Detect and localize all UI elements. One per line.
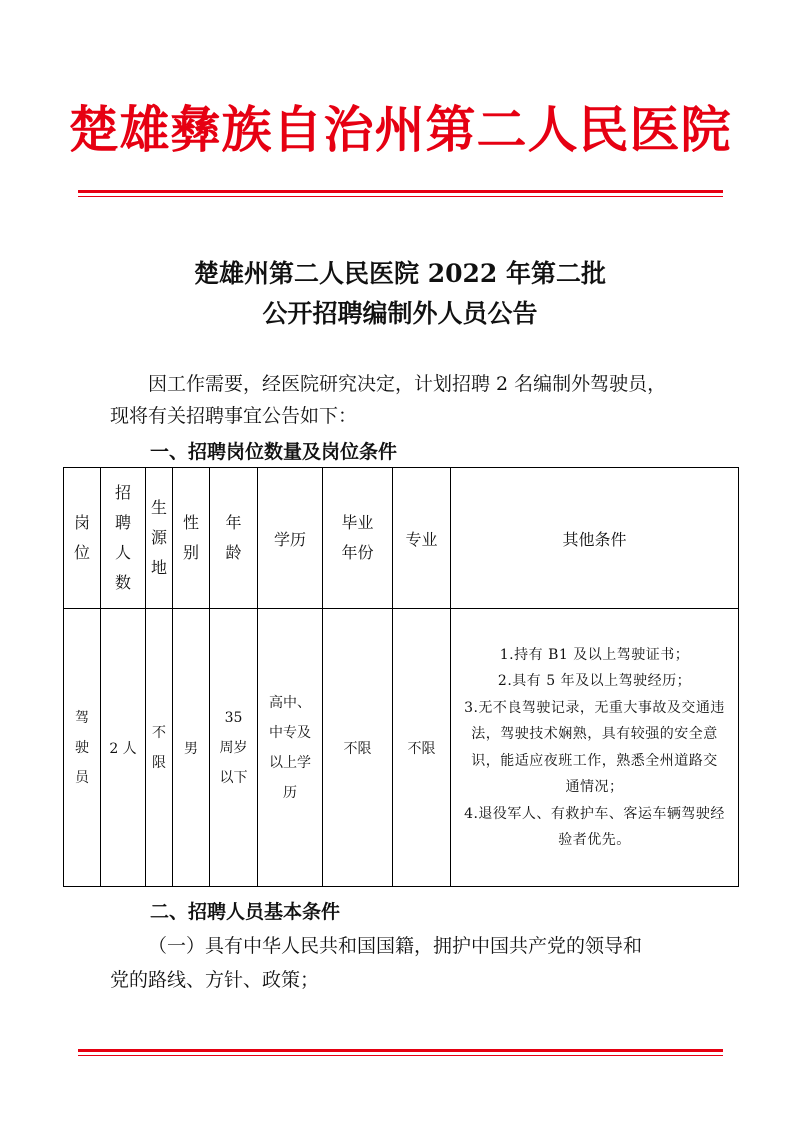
- cell-gender: 男: [173, 609, 210, 887]
- condition-line: 1.持有 B1 及以上驾驶证书；: [499, 646, 690, 663]
- intro-line2: 现将有关招聘事宜公告如下：: [110, 405, 358, 427]
- recruitment-table: [63, 467, 739, 887]
- condition-line: 4.退役军人、有救护车、客运车辆驾驶经: [464, 805, 725, 822]
- document-title: [0, 254, 800, 334]
- header-age: 年 龄: [210, 468, 258, 609]
- cell-grad-year: 不限: [323, 609, 393, 887]
- hospital-letterhead-title: 楚雄彝族自治州第二人民医院: [68, 100, 732, 159]
- cell-education: 高中、 中专及 以上学 历: [258, 609, 323, 887]
- header-post: 岗 位: [64, 468, 101, 609]
- header-gender: 性 别: [173, 468, 210, 609]
- header-origin: 生 源 地: [146, 468, 173, 609]
- section2-item1-line1: （一）具有中华人民共和国国籍，拥护中国共产党的领导和: [148, 935, 643, 957]
- cell-other-conditions: [451, 609, 739, 887]
- header-grad-year: 毕业 年份: [323, 468, 393, 609]
- cell-age: 35 周岁 以下: [210, 609, 258, 887]
- cell-count: 2 人: [101, 609, 146, 887]
- header-other: 其他条件: [451, 468, 739, 609]
- header-education: 学历: [258, 468, 323, 609]
- condition-line: 3.无不良驾驶记录，无重大事故及交通违: [464, 699, 725, 716]
- cell-origin: 不 限: [146, 609, 173, 887]
- section2-item1-line2: 党的路线、方针、政策；: [110, 969, 320, 991]
- condition-line: 通情况；: [565, 779, 624, 795]
- section1-heading: 一、招聘岗位数量及岗位条件: [150, 441, 398, 463]
- condition-line: 识，能适应夜班工作，熟悉全州道路交: [471, 752, 718, 769]
- table-row: [64, 609, 739, 887]
- section2-heading: 二、招聘人员基本条件: [150, 901, 341, 923]
- intro-line1: 因工作需要，经医院研究决定，计划招聘 2 名编制外驾驶员，: [148, 373, 667, 395]
- document-title-line1: 楚雄州第二人民医院 2022 年第二批: [194, 259, 606, 288]
- header-rule-thick: [78, 190, 723, 193]
- header-rule-thin: [78, 196, 723, 197]
- cell-post: 驾 驶 员: [64, 609, 101, 887]
- table-header-row: [64, 468, 739, 609]
- footer-rule-thin: [78, 1055, 723, 1056]
- condition-line: 2.具有 5 年及以上驾驶经历；: [497, 673, 692, 689]
- condition-line: 验者优先。: [558, 832, 631, 848]
- header-count: 招 聘 人 数: [101, 468, 146, 609]
- header-major: 专业: [393, 468, 451, 609]
- condition-line: 法，驾驶技术娴熟，具有较强的安全意: [471, 726, 718, 742]
- document-title-line2: 公开招聘编制外人员公告: [262, 299, 538, 328]
- footer-rule-thick: [78, 1049, 723, 1052]
- cell-major: 不限: [393, 609, 451, 887]
